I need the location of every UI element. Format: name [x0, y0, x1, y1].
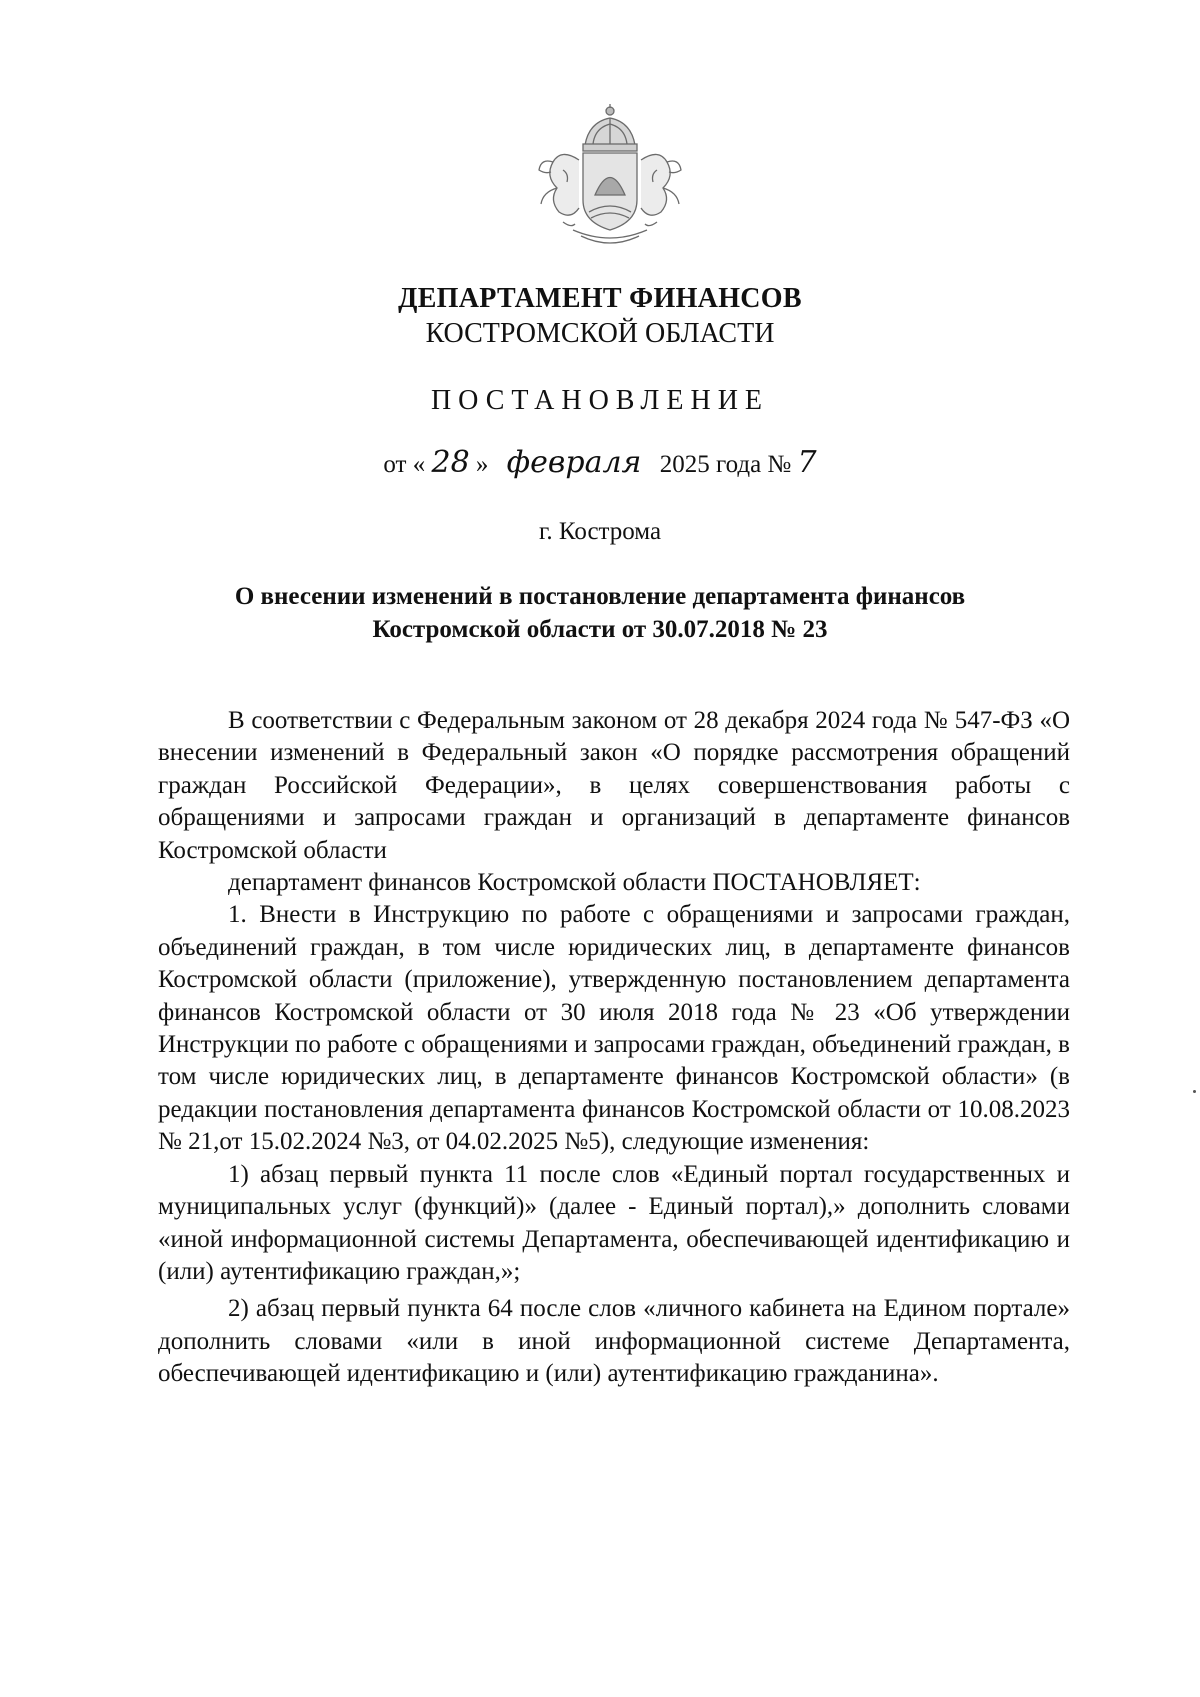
subitem-2-paragraph: 2) абзац первый пункта 64 после слов «личного кабинета на Едином портале» дополнить словами «или в иной информационной системе Департамента, обеспечивающей идентификацию и (или) аутентификацию гражданина».: [158, 1295, 1070, 1388]
subject-line-1: О внесении изменений в постановление департамента финансов: [234, 583, 966, 610]
resolves-paragraph: департамент финансов Костромской области ПОСТАНОВЛЯЕТ:: [228, 869, 921, 897]
subitem-1-paragraph: 1) абзац первый пункта 11 после слов «Единый портал государственных и муниципальных услуг (функций)» (далее - Единый портал),» дополнить словами «иной информационной системы Департамента, обеспечивающей идентификацию и (или) аутентификацию граждан,»;: [158, 1160, 1070, 1285]
department-title: ДЕПАРТАМЕНТ ФИНАНСОВ: [398, 283, 802, 314]
document-type: ПОСТАНОВЛЕНИЕ: [430, 385, 770, 416]
handwritten-number: 7: [797, 445, 817, 480]
scan-speck: [1193, 1090, 1196, 1093]
date-mid: »: [475, 451, 489, 478]
date-year: 2025 года №: [659, 451, 792, 478]
city-label: г. Кострома: [538, 518, 662, 545]
handwritten-month: февраля: [506, 445, 642, 480]
document-body: [158, 705, 1070, 1391]
coat-of-arms-icon: [523, 100, 698, 250]
item-1-paragraph: 1. Внести в Инструкцию по работе с обращениями и запросами граждан, объединений граждан, в том числе юридических лиц, в департаменте финансов Костромской области (приложение), утвержденную постановлением департамента финансов Костромской области от 30 июля 2018 года № 23 «Об утверждении Инструкции по работе с обращениями и запросами граждан, объединений граждан, в том числе юридических лиц, в департаменте финансов Костромской области» (в редакции постановления департамента финансов Костромской области от 10.08.2023 № 21,от 15.02.2024 №3, от 04.02.2025 №5), следующие изменения:: [158, 901, 1070, 1156]
region-title: КОСТРОМСКОЙ ОБЛАСТИ: [425, 318, 775, 349]
date-line: [0, 445, 1200, 480]
preamble-paragraph: В соответствии с Федеральным законом от 28 декабря 2024 года № 547-ФЗ «О внесении изменений в Федеральный закон «О порядке рассмотрения обращений граждан Российской Федерации», в целях совершенствования работы с обращениями и запросами граждан и организаций в департаменте финансов Костромской области: [158, 707, 1070, 864]
document-subject: [0, 580, 1200, 646]
subject-line-2: Костромской области от 30.07.2018 № 23: [372, 616, 828, 643]
handwritten-day: 28: [431, 445, 470, 480]
date-prefix: от «: [383, 451, 426, 478]
